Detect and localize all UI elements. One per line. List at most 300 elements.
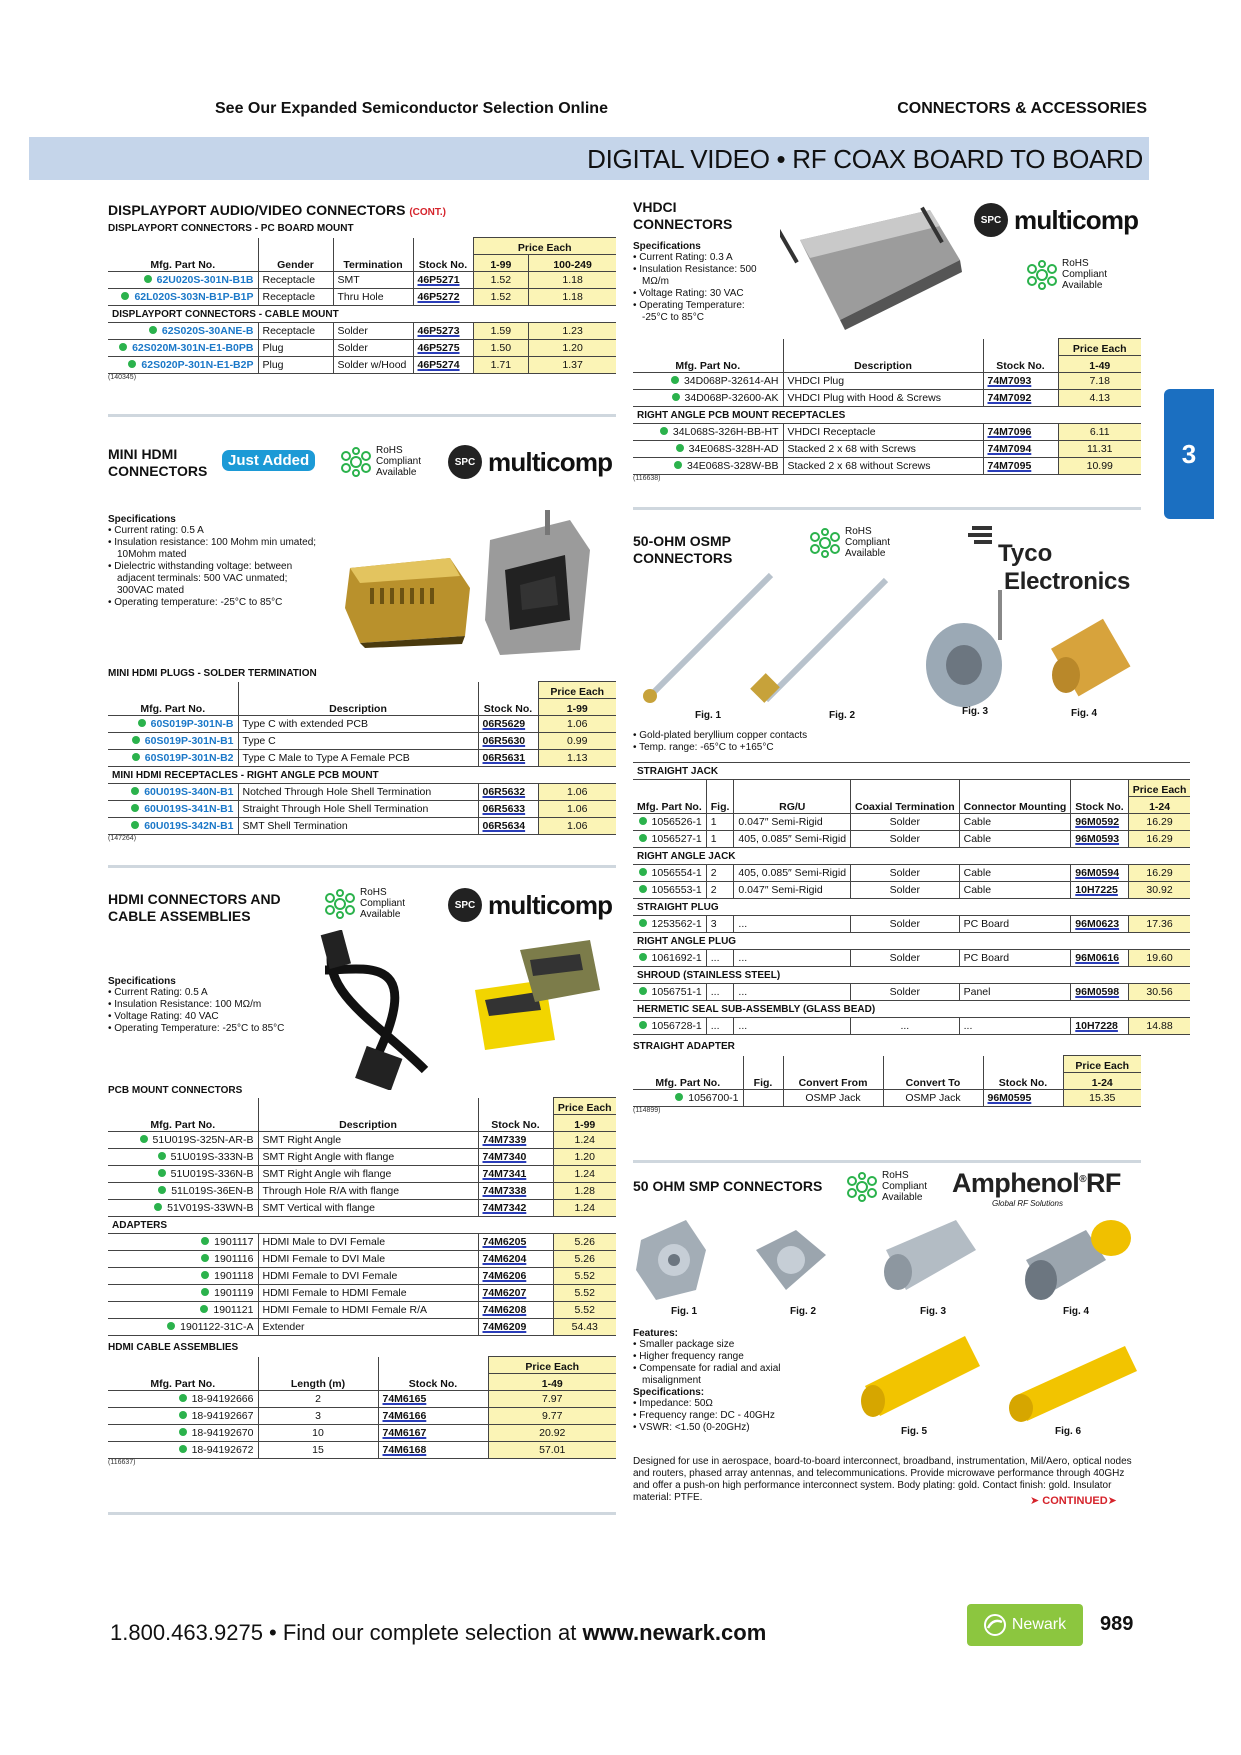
price-cell: 1.52: [473, 272, 529, 289]
stock-number-link[interactable]: 96M0592: [1071, 814, 1128, 831]
column-header: Termination: [333, 255, 413, 272]
part-number: 60U019S-341N-B1: [144, 803, 234, 815]
column-header: Mfg. Part No.: [633, 797, 706, 814]
table-cell: Solder: [851, 916, 960, 933]
spec-item: • Operating Temperature: -25°C to 85°C: [108, 1023, 285, 1034]
stock-number-link[interactable]: 74M6204: [478, 1251, 553, 1268]
continued-label[interactable]: ➤ CONTINUED➤: [1030, 1495, 1117, 1507]
column-header: Mfg. Part No.: [108, 255, 258, 272]
table-row: [633, 424, 1141, 441]
stock-number-link[interactable]: 74M7342: [478, 1200, 553, 1217]
price-cell: 1.18: [529, 272, 616, 289]
osmp-adapter-table: [633, 1055, 1141, 1107]
stock-number-link[interactable]: 46P5272: [413, 289, 473, 306]
smp-description: Designed for use in aerospace, board-to-board interconnect, broadband, instrumentation, Mil/Aero, optical nodes and routers, phased array antennas, and telecommunications. Provide microwave performance through 40GHz and offer a push-on high performance interconnect system. Body plating: gold. Contact finish: gold. Insulator material: PTFE.: [633, 1456, 1132, 1503]
stock-number-link[interactable]: 46P5274: [413, 357, 473, 374]
table-row: [108, 1251, 616, 1268]
stock-number-link[interactable]: 74M6206: [478, 1268, 553, 1285]
table-cell: PC Board: [959, 916, 1071, 933]
table-cell: ...: [706, 984, 734, 1001]
part-number: 1056553-1: [651, 884, 702, 896]
green-dot-icon: [158, 1186, 166, 1194]
table-row: [633, 1090, 1141, 1107]
green-dot-icon: [200, 1305, 208, 1313]
catalog-code: (114899): [633, 1107, 661, 1114]
part-number-cell: [108, 1408, 258, 1425]
part-number-cell: [108, 1234, 258, 1251]
part-number: 18-94192672: [191, 1444, 254, 1456]
spec-item: • Temp. range: -65°C to +165°C: [633, 742, 774, 753]
table-row: [633, 950, 1190, 967]
stock-number-link[interactable]: 74M6168: [378, 1442, 488, 1459]
green-dot-icon: [179, 1394, 187, 1402]
osmp-table: [633, 762, 1190, 1035]
catalog-code: (147264): [108, 835, 137, 842]
group-row: [633, 848, 1190, 865]
rohs-line: Available: [882, 1192, 923, 1203]
table-cell: 0.047″ Semi-Rigid: [734, 814, 851, 831]
tyco-electronics-wordmark: Electronics: [1004, 568, 1131, 595]
stock-number-link[interactable]: 96M0616: [1071, 950, 1128, 967]
part-number: 51U019S-336N-B: [170, 1168, 254, 1180]
amphenol-name: Amphenol: [952, 1168, 1080, 1198]
table-cell: 1: [706, 814, 734, 831]
hdmi-title: [108, 891, 281, 925]
table-cell: Receptacle: [258, 272, 333, 289]
multicomp-wordmark: multicomp: [1014, 204, 1139, 235]
price-cell: 1.28: [553, 1183, 616, 1200]
part-number-cell: [633, 916, 706, 933]
hdmi-title-l2: CABLE ASSEMBLIES: [108, 908, 251, 924]
table-cell: 2: [258, 1391, 378, 1408]
rohs-line: RoHS: [376, 445, 403, 456]
stock-number-link[interactable]: 74M7341: [478, 1166, 553, 1183]
stock-number-link[interactable]: 74M6207: [478, 1285, 553, 1302]
table-cell: VHDCI Plug: [783, 373, 983, 390]
header-spacer: [883, 1056, 983, 1073]
part-number-cell: [633, 831, 706, 848]
table-cell: ...: [959, 1018, 1071, 1035]
green-dot-icon: [119, 343, 127, 351]
table-cell: Solder w/Hood: [333, 357, 413, 374]
catalog-code: (116637): [108, 1459, 136, 1466]
header-spacer: [478, 1098, 553, 1115]
mini-hdmi-table: [108, 681, 616, 835]
part-number-cell: [633, 1018, 706, 1035]
spec-title: Specifications: [108, 976, 176, 987]
green-dot-icon: [132, 736, 140, 744]
column-header: 1-24: [1128, 797, 1190, 814]
stock-number-link[interactable]: 74M6167: [378, 1425, 488, 1442]
green-dot-icon: [639, 834, 647, 842]
spec-item: • Impedance: 50Ω: [633, 1398, 713, 1409]
green-dot-icon: [144, 275, 152, 283]
price-cell: 6.11: [1058, 424, 1141, 441]
group-row: [633, 1001, 1190, 1018]
price-cell: 20.92: [488, 1425, 616, 1442]
table-row: [108, 1302, 616, 1319]
group-row: [633, 407, 1141, 424]
spec-item: • Frequency range: DC - 40GHz: [633, 1410, 775, 1421]
stock-number-link[interactable]: 96M0593: [1071, 831, 1128, 848]
fig-label: Fig. 2: [829, 710, 856, 721]
green-dot-icon: [201, 1254, 209, 1262]
stock-number-link[interactable]: 06R5631: [478, 750, 538, 767]
table-cell: [743, 1090, 783, 1107]
header-spacer: [734, 780, 851, 797]
stock-number-link[interactable]: 74M6165: [378, 1391, 488, 1408]
table-cell: ...: [734, 916, 851, 933]
rohs-leaf-icon: [844, 1172, 880, 1202]
table-cell: OSMP Jack: [883, 1090, 983, 1107]
table-cell: Panel: [959, 984, 1071, 1001]
table-row: [108, 323, 616, 340]
multicomp-logo: [448, 888, 612, 922]
part-number-cell: [108, 1200, 258, 1217]
table-cell: ...: [706, 950, 734, 967]
part-number-cell: [633, 424, 783, 441]
part-number-cell: [108, 1149, 258, 1166]
green-dot-icon: [639, 919, 647, 927]
header-spacer: [108, 682, 238, 699]
price-cell: 15.35: [1063, 1090, 1141, 1107]
header-spacer: [478, 682, 538, 699]
part-number: 1901122-31C-A: [180, 1321, 254, 1333]
part-number-cell: [108, 1166, 258, 1183]
spec-item: • Operating temperature: -25°C to 85°C: [108, 597, 283, 608]
column-header: 1-99: [553, 1115, 616, 1132]
price-cell: 4.13: [1058, 390, 1141, 407]
spec-item: • VSWR: <1.50 (0-20GHz): [633, 1422, 750, 1433]
column-header: Coaxial Termination: [851, 797, 960, 814]
table-cell: VHDCI Plug with Hood & Screws: [783, 390, 983, 407]
green-dot-icon: [131, 804, 139, 812]
table-row: [108, 340, 616, 357]
header-spacer: [633, 780, 706, 797]
header-row: [108, 1357, 616, 1374]
stock-number-link[interactable]: 46P5271: [413, 272, 473, 289]
spec-item: • Voltage Rating: 30 VAC: [633, 288, 744, 299]
spec-item: • Current Rating: 0.3 A: [633, 252, 733, 263]
mini-hdmi-table-wrap: [108, 681, 616, 842]
header-row: [108, 255, 616, 272]
spc-badge: SPC: [974, 203, 1008, 237]
header-spacer: [238, 682, 478, 699]
stock-number-link[interactable]: 10H7228: [1071, 1018, 1128, 1035]
part-number: 18-94192667: [191, 1410, 254, 1422]
continued-text: CONTINUED: [1042, 1495, 1108, 1507]
header-row: [108, 699, 616, 716]
part-number: 1056751-1: [651, 986, 702, 998]
fig-label: Fig. 1: [671, 1306, 698, 1317]
price-cell: 1.59: [473, 323, 529, 340]
stock-number-link[interactable]: 96M0598: [1071, 984, 1128, 1001]
osmp-connectors-image: [636, 570, 1136, 710]
price-cell: 1.06: [538, 818, 616, 835]
part-number: 34D068P-32600-AK: [684, 392, 779, 404]
table-row: [633, 984, 1190, 1001]
table-cell: 15: [258, 1442, 378, 1459]
stock-number-link[interactable]: 96M0595: [983, 1090, 1063, 1107]
stock-number-link[interactable]: 74M7096: [983, 424, 1058, 441]
column-header: Convert To: [883, 1073, 983, 1090]
rohs-leaf-icon: [322, 889, 358, 919]
rohs-line: Compliant: [845, 537, 891, 548]
part-number-cell: [108, 784, 238, 801]
displayport-title: [108, 202, 616, 221]
price-cell: 7.18: [1058, 373, 1141, 390]
vhdci-connector-image: [780, 200, 970, 330]
group-title: MINI HDMI RECEPTACLES - RIGHT ANGLE PCB MOUNT: [108, 767, 616, 784]
table-cell: ...: [734, 1018, 851, 1035]
part-number: 62U020S-301N-B1B: [156, 274, 254, 286]
green-dot-icon: [121, 292, 129, 300]
hdmi-cable-table: [108, 1356, 616, 1459]
stock-number-link[interactable]: 74M7094: [983, 441, 1058, 458]
displayport-section: [108, 202, 616, 381]
stock-number-link[interactable]: 06R5633: [478, 801, 538, 818]
spec-title: Specifications: [633, 241, 701, 252]
rohs-line: RoHS: [360, 887, 387, 898]
column-header: Description: [238, 699, 478, 716]
stock-number-link[interactable]: 46P5275: [413, 340, 473, 357]
part-number-cell: [108, 733, 238, 750]
column-header: Length (m): [258, 1374, 378, 1391]
part-number: 51U019S-325N-AR-B: [152, 1134, 254, 1146]
header-row: [108, 1098, 616, 1115]
green-dot-icon: [201, 1237, 209, 1245]
part-number: 60S019P-301N-B2: [144, 752, 234, 764]
spec-item: • Operating Temperature: -25°C to 85°C: [633, 300, 745, 323]
table-cell: Solder: [851, 950, 960, 967]
newark-wordmark: Newark: [1011, 1616, 1067, 1633]
table-row: [633, 1018, 1190, 1035]
mini-hdmi-specs: [108, 514, 318, 609]
spec-item: • Compensate for radial and axial misalignment: [633, 1363, 781, 1386]
stock-number-link[interactable]: 06R5629: [478, 716, 538, 733]
column-header: Mfg. Part No.: [108, 1115, 258, 1132]
column-header: Stock No.: [1071, 797, 1128, 814]
table-row: [633, 441, 1141, 458]
stock-number-link[interactable]: 10H7225: [1071, 882, 1128, 899]
header-row: [633, 1056, 1141, 1073]
column-header: 1-24: [1063, 1073, 1141, 1090]
rohs-line: Compliant: [882, 1181, 928, 1192]
divider: [633, 1160, 1141, 1163]
price-cell: 19.60: [1128, 950, 1190, 967]
table-row: [108, 1200, 616, 1217]
feature-list: [633, 1339, 833, 1387]
header-row: [633, 339, 1141, 356]
rohs-line: Available: [360, 909, 401, 920]
table-cell: 2: [706, 882, 734, 899]
table-cell: Type C: [238, 733, 478, 750]
page-title: DIGITAL VIDEO • RF COAX BOARD TO BOARD: [587, 144, 1143, 174]
rohs-line: Available: [845, 548, 886, 559]
part-number: 62S020P-301N-E1-B2P: [141, 359, 254, 371]
header-spacer: [851, 780, 960, 797]
part-number: 18-94192666: [191, 1393, 254, 1405]
vhdci-title: [633, 199, 732, 233]
part-number-cell: [108, 1425, 258, 1442]
stock-number-link[interactable]: 74M7093: [983, 373, 1058, 390]
rohs-badge: [338, 445, 421, 478]
green-dot-icon: [639, 953, 647, 961]
column-header: 1-49: [488, 1374, 616, 1391]
column-header: Mfg. Part No.: [633, 1073, 743, 1090]
column-header: Fig.: [706, 797, 734, 814]
osmp-title-l2: CONNECTORS: [633, 550, 733, 566]
table-cell: SMT Vertical with flange: [258, 1200, 478, 1217]
price-cell: 1.18: [529, 289, 616, 306]
green-dot-icon: [672, 393, 680, 401]
price-each-header: Price Each: [553, 1098, 616, 1115]
section-tab[interactable]: 3: [1164, 389, 1214, 519]
mini-hdmi-plug-image: [340, 548, 480, 648]
price-cell: 0.99: [538, 733, 616, 750]
osmp-title: [633, 533, 732, 567]
table-row: [108, 750, 616, 767]
divider: [108, 414, 616, 417]
spec-item: • Smaller package size: [633, 1339, 735, 1350]
green-dot-icon: [660, 427, 668, 435]
hdmi-table-wrap: [108, 1097, 616, 1466]
rohs-badge: [322, 887, 405, 920]
green-dot-icon: [158, 1169, 166, 1177]
header-spacer: [108, 1357, 258, 1374]
table-cell: ...: [706, 1018, 734, 1035]
group-row: [633, 967, 1190, 984]
spec-item: • Current rating: 0.5 A: [108, 525, 204, 536]
stock-number-link[interactable]: 96M0594: [1071, 865, 1128, 882]
price-cell: 5.26: [553, 1234, 616, 1251]
stock-number-link[interactable]: 74M6209: [478, 1319, 553, 1336]
price-cell: 7.97: [488, 1391, 616, 1408]
fig-label: Fig. 4: [1063, 1306, 1090, 1317]
price-cell: 1.24: [553, 1200, 616, 1217]
part-number: 60S019P-301N-B: [150, 718, 234, 730]
amphenol-tagline: Global RF Solutions: [992, 1199, 1063, 1208]
part-number: 34E068S-328W-BB: [687, 460, 779, 472]
green-dot-icon: [138, 719, 146, 727]
table-cell: 3: [258, 1408, 378, 1425]
rohs-badge: [844, 1170, 927, 1203]
page-number: 989: [1100, 1613, 1134, 1635]
rohs-line: Compliant: [376, 456, 422, 467]
stock-number-link[interactable]: 96M0623: [1071, 916, 1128, 933]
table-cell: Stacked 2 x 68 without Screws: [783, 458, 983, 475]
stock-number-link[interactable]: 74M7092: [983, 390, 1058, 407]
part-number: 18-94192670: [191, 1427, 254, 1439]
rohs-line: RoHS: [882, 1170, 909, 1181]
smp-title: 50 OHM SMP CONNECTORS: [633, 1178, 823, 1194]
footer-url-link[interactable]: www.newark.com: [582, 1620, 767, 1645]
green-dot-icon: [671, 376, 679, 384]
group-title: STRAIGHT JACK: [633, 763, 1190, 780]
table-cell: 0.047″ Semi-Rigid: [734, 882, 851, 899]
stock-number-link[interactable]: 74M7340: [478, 1149, 553, 1166]
group-row: [108, 306, 616, 323]
table-cell: Solder: [851, 814, 960, 831]
header-spacer: [783, 1056, 883, 1073]
table-cell: HDMI Male to DVI Female: [258, 1234, 478, 1251]
stock-number-link[interactable]: 74M6166: [378, 1408, 488, 1425]
header-spacer: [743, 1056, 783, 1073]
table-cell: Solder: [851, 831, 960, 848]
price-cell: 1.13: [538, 750, 616, 767]
stock-number-link[interactable]: 06R5630: [478, 733, 538, 750]
column-header: Description: [258, 1115, 478, 1132]
stock-number-link[interactable]: 74M7338: [478, 1183, 553, 1200]
price-cell: 1.06: [538, 784, 616, 801]
stock-number-link[interactable]: 06R5634: [478, 818, 538, 835]
table-cell: HDMI Female to HDMI Female: [258, 1285, 478, 1302]
stock-number-link[interactable]: 06R5632: [478, 784, 538, 801]
stock-number-link[interactable]: 46P5273: [413, 323, 473, 340]
price-cell: 30.56: [1128, 984, 1190, 1001]
stock-number-link[interactable]: 74M6205: [478, 1234, 553, 1251]
table-cell: HDMI Female to HDMI Female R/A: [258, 1302, 478, 1319]
part-number: 1056554-1: [651, 867, 702, 879]
column-header: Stock No.: [983, 1073, 1063, 1090]
column-header: 1-49: [1058, 356, 1141, 373]
spec-list: [108, 987, 318, 1035]
smp-connectors-image-row1: [636, 1210, 1136, 1310]
header-spacer: [413, 238, 473, 255]
cont-label: (CONT.): [409, 207, 446, 218]
price-cell: 5.52: [553, 1285, 616, 1302]
table-cell: HDMI Female to DVI Male: [258, 1251, 478, 1268]
hdmi-title-l1: HDMI CONNECTORS AND: [108, 891, 281, 907]
table-cell: Through Hole R/A with flange: [258, 1183, 478, 1200]
table-cell: Receptacle: [258, 289, 333, 306]
table-row: [108, 716, 616, 733]
part-number-cell: [633, 882, 706, 899]
green-dot-icon: [167, 1322, 175, 1330]
part-number-cell: [633, 950, 706, 967]
table-cell: Cable: [959, 831, 1071, 848]
green-dot-icon: [132, 753, 140, 761]
part-number-cell: [108, 1251, 258, 1268]
header-spacer: [258, 1357, 378, 1374]
group-title: RIGHT ANGLE JACK: [633, 848, 1190, 865]
osmp-notes: [633, 730, 933, 754]
table-cell: 10: [258, 1425, 378, 1442]
green-dot-icon: [179, 1411, 187, 1419]
price-cell: 10.99: [1058, 458, 1141, 475]
green-dot-icon: [131, 787, 139, 795]
green-dot-icon: [179, 1428, 187, 1436]
spec-title: Specifications:: [633, 1387, 705, 1398]
price-each-header: Price Each: [488, 1357, 616, 1374]
green-dot-icon: [158, 1152, 166, 1160]
stock-number-link[interactable]: 74M6208: [478, 1302, 553, 1319]
mini-hdmi-title-l1: MINI HDMI: [108, 446, 178, 462]
header-spacer: [333, 238, 413, 255]
price-cell: 16.29: [1128, 814, 1190, 831]
stock-number-link[interactable]: 74M7095: [983, 458, 1058, 475]
table-row: [633, 390, 1141, 407]
stock-number-link[interactable]: 74M7339: [478, 1132, 553, 1149]
part-number: 62S020M-301N-E1-B0PB: [132, 342, 254, 354]
part-number: 51L019S-36EN-B: [171, 1185, 254, 1197]
column-header: Mfg. Part No.: [108, 1374, 258, 1391]
part-number-cell: [108, 1442, 258, 1459]
green-dot-icon: [639, 868, 647, 876]
price-each-header: Price Each: [473, 238, 616, 255]
header-row: [633, 797, 1190, 814]
header-row: [633, 356, 1141, 373]
